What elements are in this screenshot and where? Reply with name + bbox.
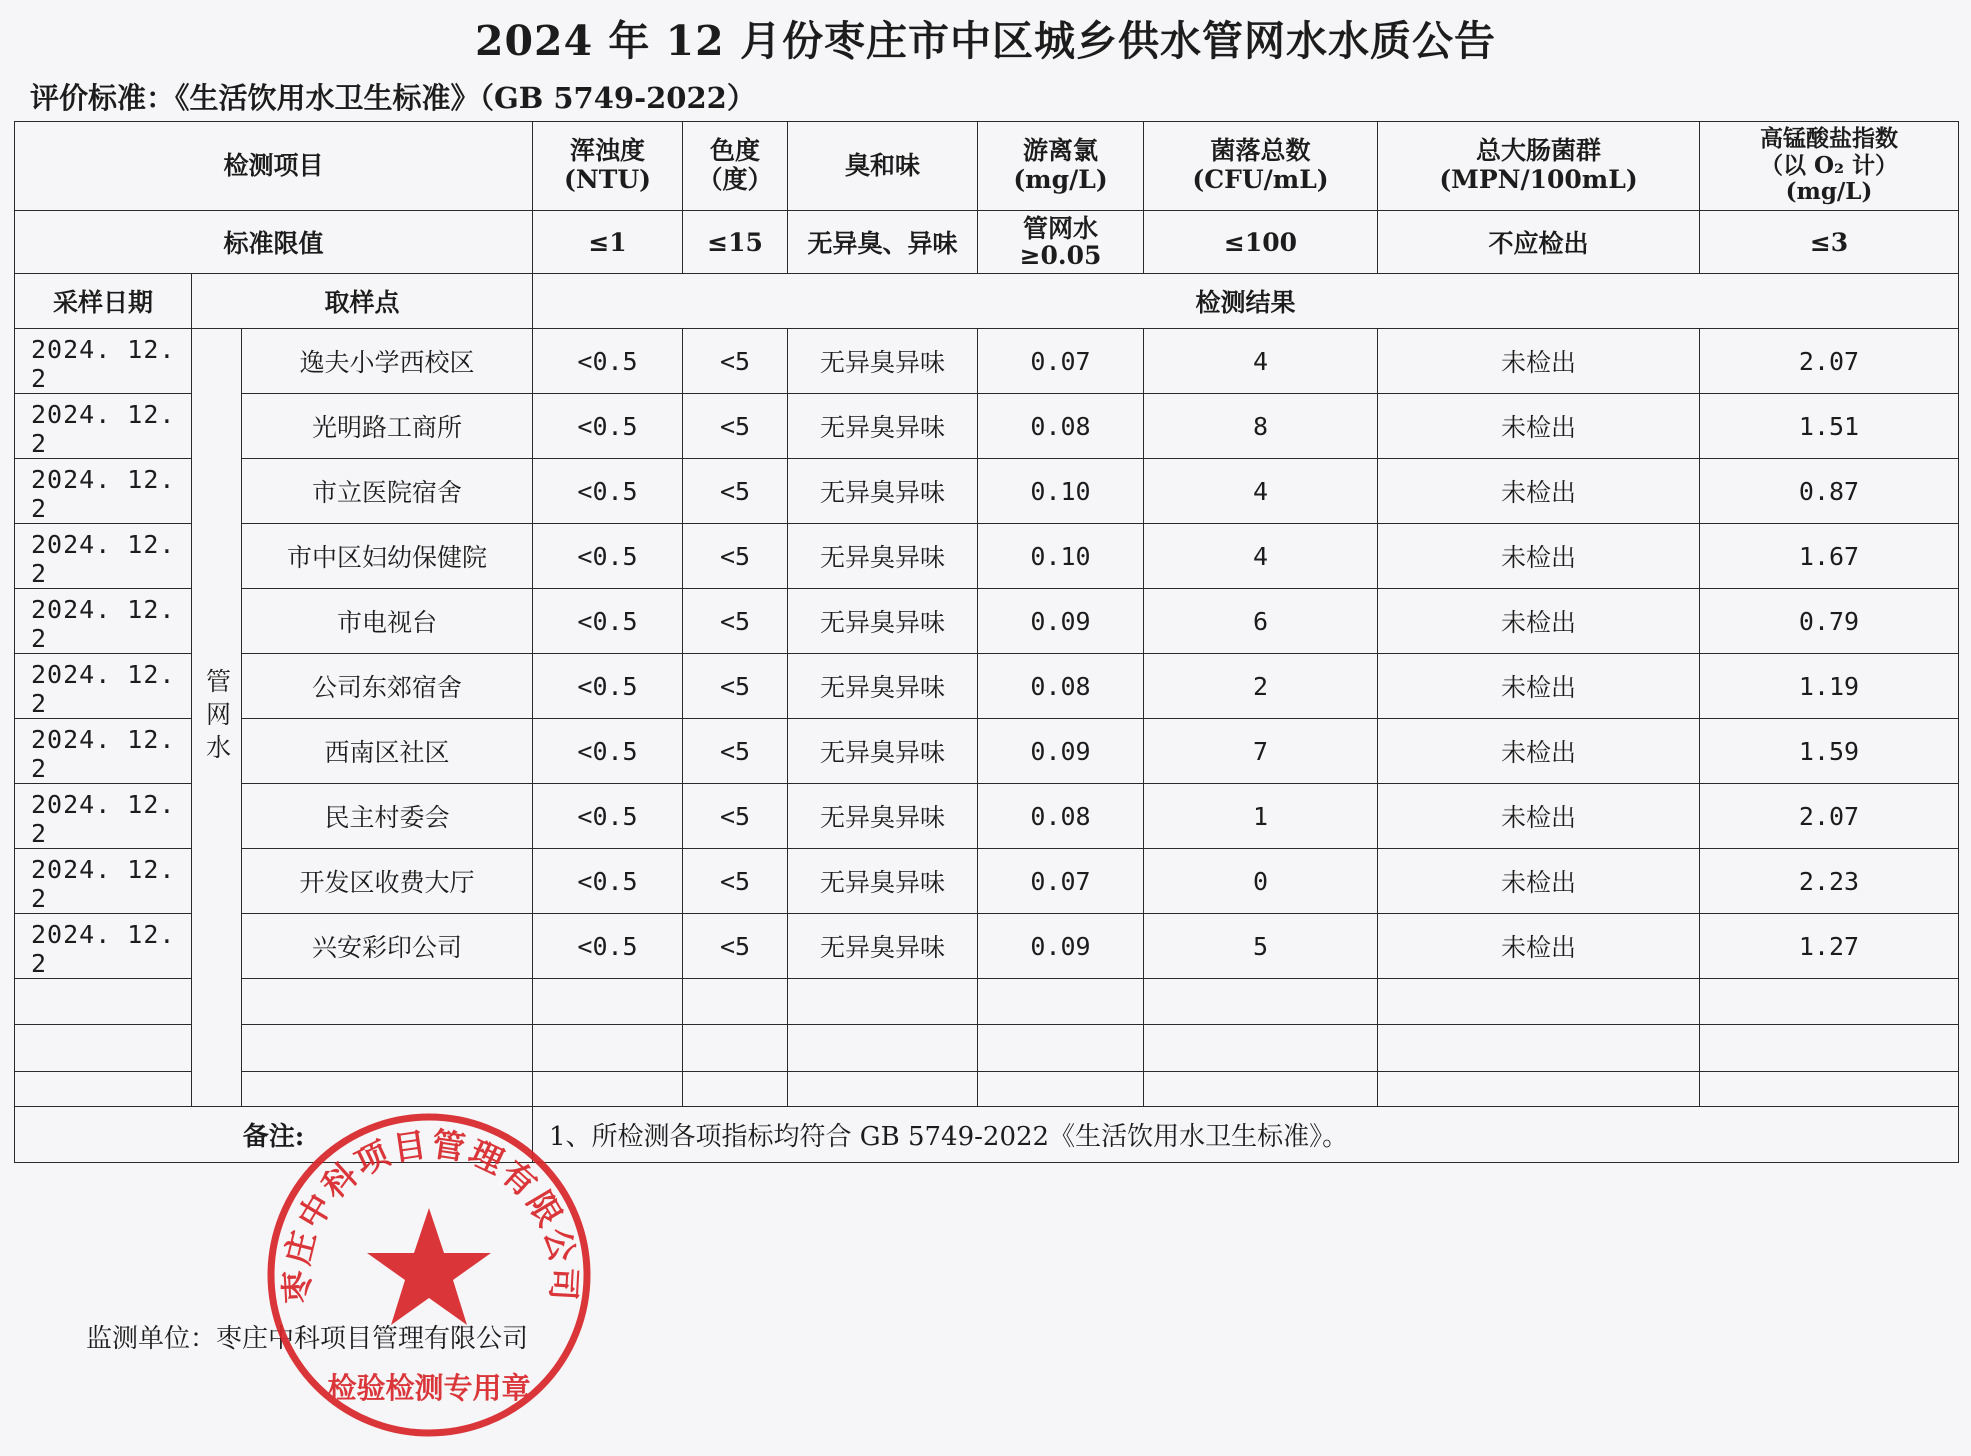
limit-permanganate: ≤3 xyxy=(1700,211,1959,274)
result-turbidity: <0.5 xyxy=(533,459,683,524)
result-coliform: 未检出 xyxy=(1378,394,1700,459)
result-color: <5 xyxy=(683,784,788,849)
empty-cell xyxy=(788,1072,978,1107)
sample-date: 2024. 12. 2 xyxy=(15,784,192,849)
result-chlorine: 0.09 xyxy=(978,719,1144,784)
empty-cell xyxy=(1378,1072,1700,1107)
empty-cell xyxy=(242,1072,533,1107)
evaluation-standard: 评价标准：《生活饮用水卫生标准》（GB 5749-2022） xyxy=(30,81,756,115)
header-item: 检测项目 xyxy=(15,122,533,211)
result-turbidity: <0.5 xyxy=(533,784,683,849)
result-odor: 无异臭异味 xyxy=(788,459,978,524)
table-row xyxy=(15,914,1959,979)
empty-cell xyxy=(242,979,533,1025)
header-permanganate: 高锰酸盐指数 （以 O₂ 计） (mg/L) xyxy=(1700,122,1959,211)
sample-site: 西南区社区 xyxy=(242,719,533,784)
empty-cell xyxy=(533,1025,683,1072)
sample-date: 2024. 12. 2 xyxy=(15,719,192,784)
result-colonies: 0 xyxy=(1144,849,1378,914)
empty-cell xyxy=(533,979,683,1025)
header-chlorine: 游离氯 (mg/L) xyxy=(978,122,1144,211)
result-odor: 无异臭异味 xyxy=(788,914,978,979)
result-color: <5 xyxy=(683,589,788,654)
result-colonies: 4 xyxy=(1144,459,1378,524)
result-permanganate: 0.79 xyxy=(1700,589,1959,654)
empty-row xyxy=(15,1025,1959,1072)
result-colonies: 5 xyxy=(1144,914,1378,979)
result-odor: 无异臭异味 xyxy=(788,849,978,914)
empty-cell xyxy=(1144,1025,1378,1072)
result-turbidity: <0.5 xyxy=(533,719,683,784)
empty-cell xyxy=(1144,1072,1378,1107)
empty-cell xyxy=(788,979,978,1025)
sample-date: 2024. 12. 2 xyxy=(15,849,192,914)
result-coliform: 未检出 xyxy=(1378,719,1700,784)
result-colonies: 7 xyxy=(1144,719,1378,784)
result-color: <5 xyxy=(683,524,788,589)
header-odor: 臭和味 xyxy=(788,122,978,211)
result-color: <5 xyxy=(683,459,788,524)
result-turbidity: <0.5 xyxy=(533,524,683,589)
empty-cell xyxy=(1700,1072,1959,1107)
sample-date: 2024. 12. 2 xyxy=(15,589,192,654)
subheader-date: 采样日期 xyxy=(15,274,192,329)
result-permanganate: 1.59 xyxy=(1700,719,1959,784)
result-color: <5 xyxy=(683,394,788,459)
empty-cell xyxy=(15,1025,192,1072)
result-colonies: 2 xyxy=(1144,654,1378,719)
header-color: 色度 （度） xyxy=(683,122,788,211)
remark-text: 1、所检测各项指标均符合 GB 5749-2022《生活饮用水卫生标准》。 xyxy=(533,1107,1959,1163)
table-row xyxy=(15,394,1959,459)
empty-cell xyxy=(978,1025,1144,1072)
sample-date: 2024. 12. 2 xyxy=(15,654,192,719)
official-seal-stamp xyxy=(262,1108,596,1442)
result-odor: 无异臭异味 xyxy=(788,654,978,719)
empty-cell xyxy=(978,979,1144,1025)
empty-cell xyxy=(1378,1025,1700,1072)
subheader-site: 取样点 xyxy=(192,274,533,329)
result-permanganate: 1.67 xyxy=(1700,524,1959,589)
subheader-row xyxy=(15,274,1959,329)
empty-cell xyxy=(15,1072,192,1107)
empty-cell xyxy=(788,1025,978,1072)
result-chlorine: 0.10 xyxy=(978,459,1144,524)
sample-site: 光明路工商所 xyxy=(242,394,533,459)
seal-star-icon xyxy=(367,1208,491,1325)
result-permanganate: 1.51 xyxy=(1700,394,1959,459)
result-turbidity: <0.5 xyxy=(533,329,683,394)
result-odor: 无异臭异味 xyxy=(788,719,978,784)
header-row xyxy=(15,122,1959,211)
result-odor: 无异臭异味 xyxy=(788,784,978,849)
table-row xyxy=(15,459,1959,524)
limit-color: ≤15 xyxy=(683,211,788,274)
result-color: <5 xyxy=(683,849,788,914)
table-row xyxy=(15,849,1959,914)
result-turbidity: <0.5 xyxy=(533,914,683,979)
result-permanganate: 0.87 xyxy=(1700,459,1959,524)
seal-bottom-text: 检验检测专用章 xyxy=(327,1371,531,1405)
result-colonies: 4 xyxy=(1144,524,1378,589)
empty-cell xyxy=(533,1072,683,1107)
result-permanganate: 2.07 xyxy=(1700,329,1959,394)
seal-ring-text: 枣庄中科项目管理有限公司 xyxy=(276,1124,585,1305)
sample-date: 2024. 12. 2 xyxy=(15,394,192,459)
result-turbidity: <0.5 xyxy=(533,849,683,914)
result-chlorine: 0.08 xyxy=(978,394,1144,459)
limit-coliform: 不应检出 xyxy=(1378,211,1700,274)
sample-site: 兴安彩印公司 xyxy=(242,914,533,979)
result-coliform: 未检出 xyxy=(1378,329,1700,394)
result-colonies: 8 xyxy=(1144,394,1378,459)
table-row xyxy=(15,589,1959,654)
sample-site: 民主村委会 xyxy=(242,784,533,849)
empty-cell xyxy=(683,1025,788,1072)
subheader-results: 检测结果 xyxy=(533,274,1959,329)
sample-date: 2024. 12. 2 xyxy=(15,914,192,979)
table-row xyxy=(15,719,1959,784)
result-permanganate: 1.27 xyxy=(1700,914,1959,979)
result-chlorine: 0.10 xyxy=(978,524,1144,589)
sample-site: 开发区收费大厅 xyxy=(242,849,533,914)
result-chlorine: 0.07 xyxy=(978,329,1144,394)
header-turbidity: 浑浊度 (NTU) xyxy=(533,122,683,211)
empty-cell xyxy=(242,1025,533,1072)
page-title: 2024 年 12 月份枣庄市中区城乡供水管网水水质公告 xyxy=(475,17,1496,65)
monitoring-unit: 监测单位：枣庄中科项目管理有限公司 xyxy=(86,1324,529,1354)
result-coliform: 未检出 xyxy=(1378,784,1700,849)
result-odor: 无异臭异味 xyxy=(788,394,978,459)
result-turbidity: <0.5 xyxy=(533,394,683,459)
table-row xyxy=(15,329,1959,394)
table-row xyxy=(15,784,1959,849)
sample-site: 市中区妇幼保健院 xyxy=(242,524,533,589)
empty-cell xyxy=(1144,979,1378,1025)
header-coliform: 总大肠菌群 (MPN/100mL) xyxy=(1378,122,1700,211)
limit-chlorine: 管网水 ≥0.05 xyxy=(978,211,1144,274)
empty-cell xyxy=(1700,1025,1959,1072)
limit-row xyxy=(15,211,1959,274)
result-colonies: 6 xyxy=(1144,589,1378,654)
result-chlorine: 0.08 xyxy=(978,784,1144,849)
sample-date: 2024. 12. 2 xyxy=(15,524,192,589)
result-coliform: 未检出 xyxy=(1378,654,1700,719)
empty-row xyxy=(15,1072,1959,1107)
sample-date: 2024. 12. 2 xyxy=(15,459,192,524)
limit-label: 标准限值 xyxy=(15,211,533,274)
water-quality-table xyxy=(14,121,1959,1163)
result-colonies: 4 xyxy=(1144,329,1378,394)
water-type-label: 管网水 xyxy=(192,329,242,1107)
result-chlorine: 0.09 xyxy=(978,589,1144,654)
result-color: <5 xyxy=(683,719,788,784)
empty-cell xyxy=(15,979,192,1025)
result-colonies: 1 xyxy=(1144,784,1378,849)
result-turbidity: <0.5 xyxy=(533,589,683,654)
result-coliform: 未检出 xyxy=(1378,849,1700,914)
sample-site: 逸夫小学西校区 xyxy=(242,329,533,394)
result-odor: 无异臭异味 xyxy=(788,329,978,394)
result-coliform: 未检出 xyxy=(1378,459,1700,524)
result-odor: 无异臭异味 xyxy=(788,589,978,654)
result-odor: 无异臭异味 xyxy=(788,524,978,589)
limit-odor: 无异臭、异味 xyxy=(788,211,978,274)
result-chlorine: 0.09 xyxy=(978,914,1144,979)
limit-colonies: ≤100 xyxy=(1144,211,1378,274)
result-chlorine: 0.08 xyxy=(978,654,1144,719)
result-color: <5 xyxy=(683,329,788,394)
result-color: <5 xyxy=(683,654,788,719)
result-color: <5 xyxy=(683,914,788,979)
empty-cell xyxy=(1700,979,1959,1025)
sample-date: 2024. 12. 2 xyxy=(15,329,192,394)
table-row xyxy=(15,654,1959,719)
empty-cell xyxy=(978,1072,1144,1107)
result-permanganate: 1.19 xyxy=(1700,654,1959,719)
empty-row xyxy=(15,979,1959,1025)
result-turbidity: <0.5 xyxy=(533,654,683,719)
sample-site: 市电视台 xyxy=(242,589,533,654)
data-body xyxy=(15,329,1959,1107)
header-colonies: 菌落总数 (CFU/mL) xyxy=(1144,122,1378,211)
sample-site: 市立医院宿舍 xyxy=(242,459,533,524)
remark-label: 备注: xyxy=(15,1107,533,1163)
limit-turbidity: ≤1 xyxy=(533,211,683,274)
sample-site: 公司东郊宿舍 xyxy=(242,654,533,719)
empty-cell xyxy=(683,1072,788,1107)
empty-cell xyxy=(683,979,788,1025)
result-coliform: 未检出 xyxy=(1378,914,1700,979)
result-coliform: 未检出 xyxy=(1378,589,1700,654)
table-row xyxy=(15,524,1959,589)
result-permanganate: 2.23 xyxy=(1700,849,1959,914)
empty-cell xyxy=(1378,979,1700,1025)
result-permanganate: 2.07 xyxy=(1700,784,1959,849)
result-chlorine: 0.07 xyxy=(978,849,1144,914)
result-coliform: 未检出 xyxy=(1378,524,1700,589)
